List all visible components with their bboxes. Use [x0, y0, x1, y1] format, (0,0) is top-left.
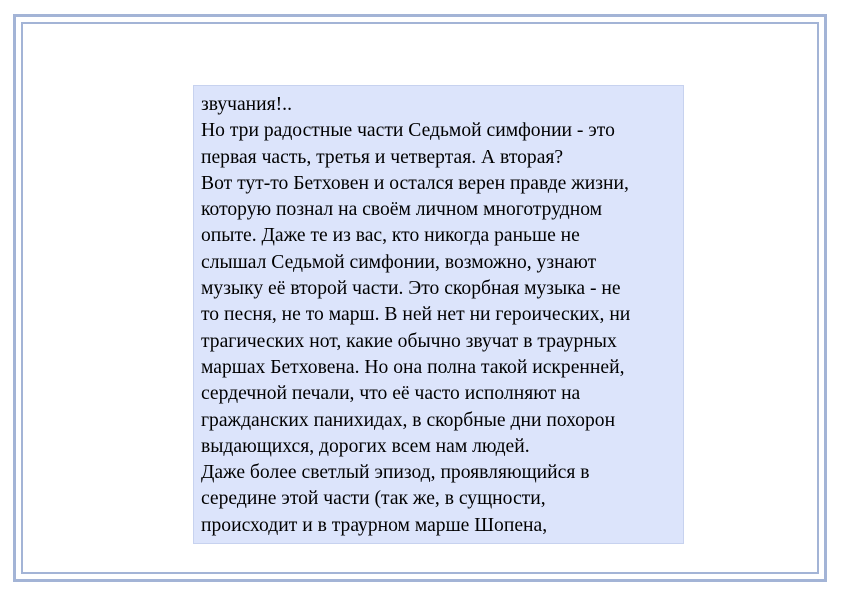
text-line: маршах Бетховена. Но она полна такой искренней,	[201, 356, 625, 378]
text-line: которую познал на своём личном многотрудном	[201, 199, 603, 221]
text-line: то песня, не то марш. В ней нет ни героических, ни	[201, 304, 631, 326]
text-line: музыку её второй части. Это скорбная музыка - не	[201, 278, 621, 300]
text-line: опыте. Даже те из вас, кто никогда раньше не	[201, 225, 580, 247]
text-line: слышал Седьмой симфонии, возможно, узнают	[201, 251, 597, 273]
text-line: звучания!..	[201, 94, 292, 115]
text-line: середине этой части (так же, в сущности,	[201, 488, 546, 510]
text-line: сердечной печали, что её часто исполняют на	[201, 383, 581, 405]
text-line: трагических нот, какие обычно звучат в траурных	[201, 330, 617, 352]
text-line: происходит и в траурном марше Шопена,	[201, 514, 548, 536]
text-line: гражданских панихидах, в скорбные дни похорон	[201, 409, 616, 431]
text-line: Но три радостные части Седьмой симфонии - это	[201, 120, 615, 142]
text-box	[193, 85, 684, 544]
text-line: Вот тут-то Бетховен и остался верен правде жизни,	[201, 172, 629, 194]
text-line: первая часть, третья и четвертая. А вторая?	[201, 146, 564, 168]
text-line: Даже более светлый эпизод, проявляющийся в	[201, 462, 590, 484]
text-line: выдающихся, дорогих всем нам людей.	[201, 435, 530, 457]
